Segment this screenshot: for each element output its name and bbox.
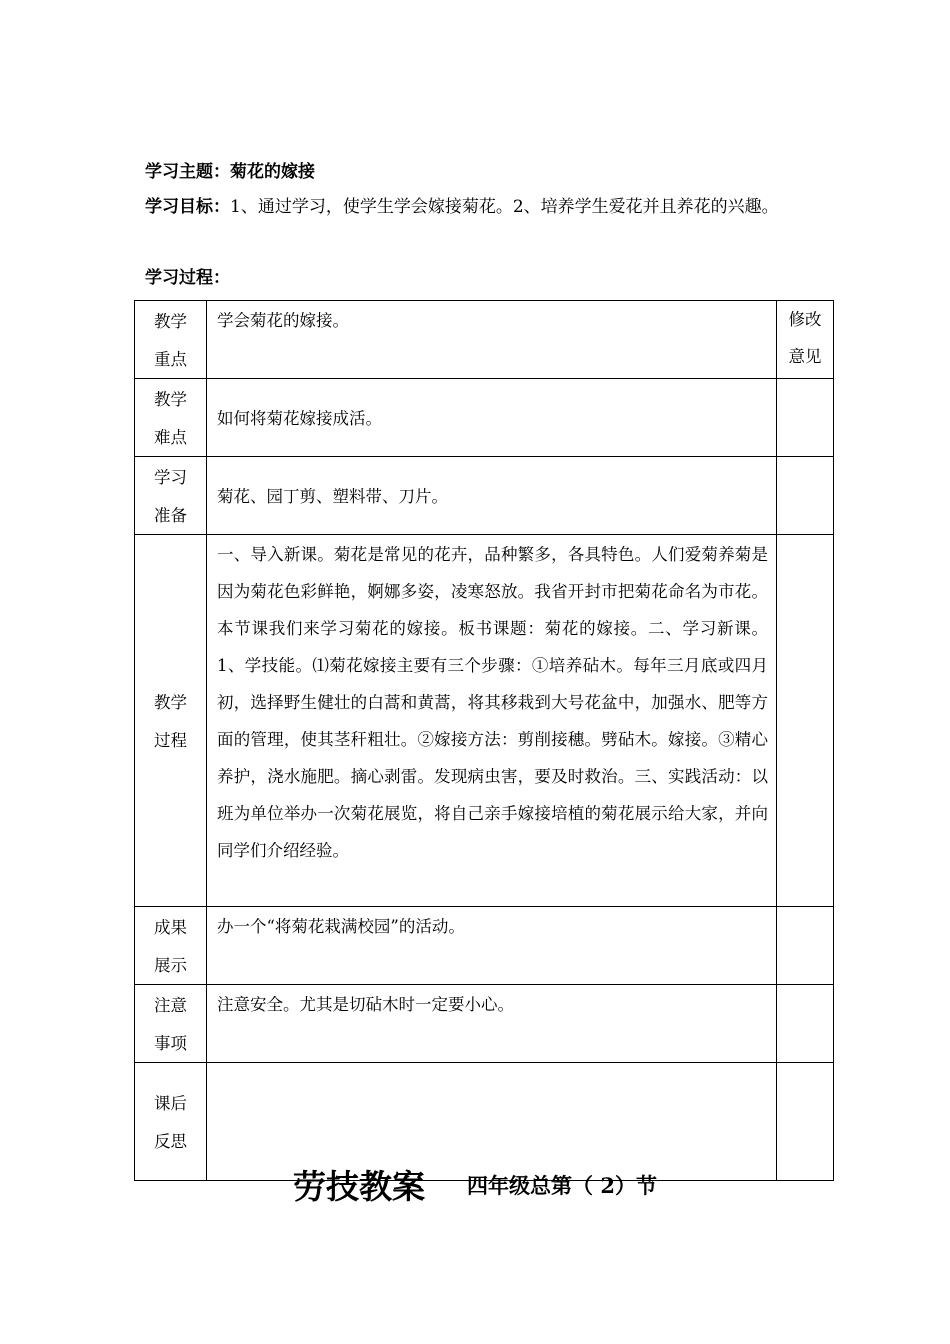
content-cell: 注意安全。尤其是切砧木时一定要小心。 [207,985,777,1063]
content-cell: 学会菊花的嫁接。 [207,301,777,379]
content-cell: 菊花、园丁剪、塑料带、刀片。 [207,457,777,535]
revision-header-cell [777,301,834,379]
row-difficulties [135,379,834,457]
content-cell: 办一个“将菊花栽满校园”的活动。 [207,907,777,985]
header-text: 注意 事项 [154,996,187,1053]
header-text: 教学 重点 [154,312,187,369]
topic-line [145,162,315,182]
header-text: 学习 准备 [154,468,187,525]
content-cell: 一、导入新课。菊花是常见的花卉，品种繁多，各具特色。人们爱菊养菊是因为菊花色彩鲜艳，婀娜多姿，凌寒怒放。我省开封市把菊花命名为市花。本节课我们来学习菊花的嫁接。板书课题：菊花的嫁接。二、学习新课。1、学技能。⑴菊花嫁接主要有三个步骤：①培养砧木。每年三月底或四月初，选择野生健壮的白蒿和黄蒿，将其移栽到大号花盆中，加强水、肥等方面的管理，使其茎秆粗壮。②嫁接方法：剪削接穗。劈砧木。嫁接。③精心养护，浇水施肥。摘心剥雷。发现病虫害，要及时救治。三、实践活动：以班为单位举办一次菊花展览，将自己亲手嫁接培植的菊花展示给大家，并向同学们介绍经验。 [207,535,777,907]
revision-cell [777,535,834,907]
revision-cell [777,379,834,457]
goal-line [145,189,815,226]
revision-header-text: 修改 意见 [788,310,822,366]
revision-cell [777,457,834,535]
row-results [135,907,834,985]
header-text: 课后 反思 [154,1094,187,1151]
header-cell [135,985,207,1063]
goal-label: 学习目标： [145,197,230,217]
header-cell [135,301,207,379]
header-cell [135,535,207,907]
content-cell: 如何将菊花嫁接成活。 [207,379,777,457]
goal-value: 1、通过学习，使学生学会嫁接菊花。2、培养学生爱花并且养花的兴趣。 [230,197,779,217]
row-notes [135,985,834,1063]
header-text: 教学 过程 [154,693,187,750]
footer-title: 劳技教案 [293,1167,426,1206]
header-text: 成果 展示 [154,918,187,975]
page-footer [0,1161,950,1208]
row-key-points [135,301,834,379]
process-label: 学习过程： [145,268,230,288]
row-process [135,535,834,907]
row-preparation [135,457,834,535]
header-cell [135,457,207,535]
footer-subtitle: 四年级总第（ 2）节 [467,1172,657,1198]
revision-cell [777,907,834,985]
header-text: 教学 难点 [154,390,187,447]
header-cell [135,379,207,457]
topic-value: 菊花的嫁接 [230,162,315,182]
revision-cell [777,985,834,1063]
topic-label: 学习主题： [145,162,230,182]
lesson-plan-table [134,300,834,1181]
header-cell [135,907,207,985]
